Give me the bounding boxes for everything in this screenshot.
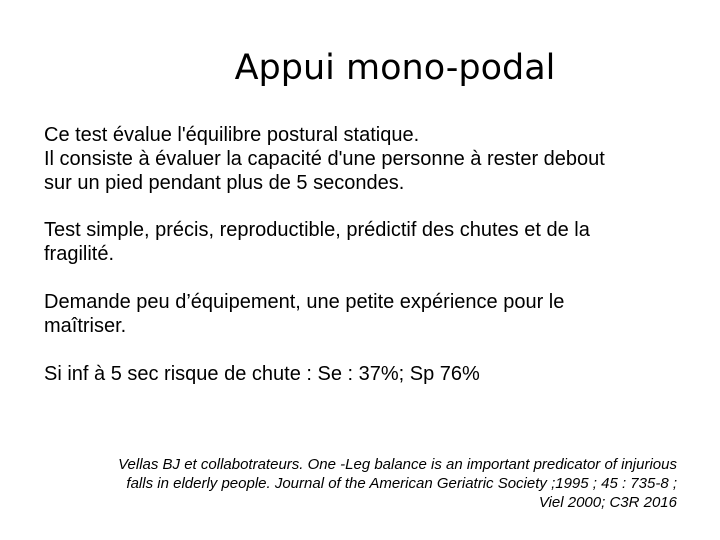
- text-line: Demande peu d’équipement, une petite expérience pour le: [44, 291, 565, 313]
- reference-line: Vellas BJ et collabotrateurs. One -Leg balance is an important predicator of injurious: [118, 456, 677, 473]
- reference-citation: [17, 455, 677, 512]
- text-line: Il consiste à évaluer la capacité d'une personne à rester debout: [44, 148, 605, 170]
- slide-title: Appui mono-podal: [234, 48, 556, 88]
- paragraph-test-qualities: [44, 218, 694, 266]
- slide-body: [44, 123, 694, 386]
- text-line: sur un pied pendant plus de 5 secondes.: [44, 172, 405, 194]
- reference-line: Viel 2000; C3R 2016: [538, 494, 677, 511]
- text-line: Si inf à 5 sec risque de chute : Se : 37%; Sp 76%: [44, 363, 480, 385]
- reference-line: falls in elderly people. Journal of the American Geriatric Society ;1995 ; 45 : 735-8 ;: [126, 475, 677, 492]
- text-line: maîtriser.: [44, 315, 127, 337]
- paragraph-equipment: [44, 290, 694, 338]
- paragraph-test-description: [44, 123, 694, 195]
- text-line: Ce test évalue l'équilibre postural statique.: [44, 124, 420, 146]
- paragraph-threshold: [44, 362, 694, 386]
- text-line: Test simple, précis, reproductible, prédictif des chutes et de la: [44, 219, 590, 241]
- text-line: fragilité.: [44, 243, 115, 265]
